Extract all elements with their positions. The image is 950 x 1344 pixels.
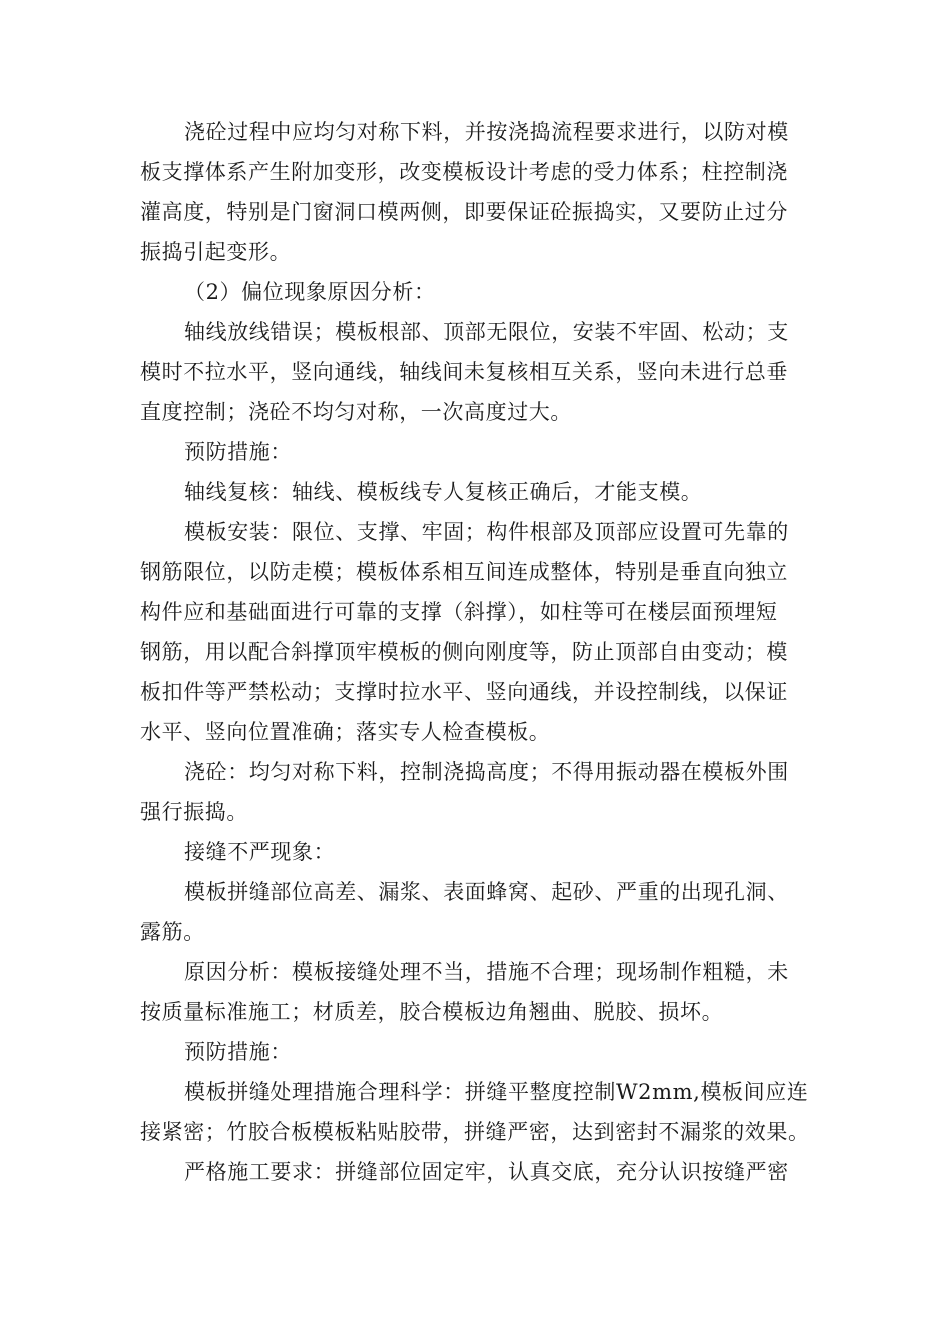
text-line: 严格施工要求：拼缝部位固定牢，认真交底，充分认识按缝严密 — [184, 1160, 789, 1184]
text-line: 轴线放线错误；模板根部、顶部无限位，安装不牢固、松动；支 — [184, 320, 789, 344]
text-line: 模时不拉水平，竖向通线，轴线间未复核相互关系，竖向未进行总垂 — [140, 360, 788, 384]
text-line: 露筋。 — [140, 920, 205, 944]
subheading: 接缝不严现象： — [184, 840, 336, 864]
text-line: 浇砼：均匀对称下料，控制浇捣高度；不得用振动器在模板外围 — [184, 760, 789, 784]
text-line: 板扣件等严禁松动；支撑时拉水平、竖向通线，并设控制线，以保证 — [140, 680, 788, 704]
text-line: 振捣引起变形。 — [140, 240, 292, 264]
text-line: 构件应和基础面进行可靠的支撑（斜撑），如柱等可在楼层面预埋短 — [140, 600, 778, 624]
subheading: 预防措施： — [184, 440, 292, 464]
text-line: 浇砼过程中应均匀对称下料，并按浇捣流程要求进行，以防对模 — [184, 120, 789, 144]
text-line: 模板拼缝部位高差、漏浆、表面蜂窝、起砂、严重的出现孔洞、 — [184, 880, 789, 904]
text-line: 原因分析：模板接缝处理不当，措施不合理；现场制作粗糙，未 — [184, 960, 789, 984]
text-line: 强行振捣。 — [140, 800, 248, 824]
text-line: 板支撑体系产生附加变形，改变模板设计考虑的受力体系；柱控制浇 — [140, 160, 788, 184]
text-line: 接紧密；竹胶合板模板粘贴胶带，拼缝严密，达到密封不漏浆的效果。 — [140, 1120, 810, 1144]
text-line: 按质量标准施工；材质差，胶合模板边角翘曲、脱胶、损坏。 — [140, 1000, 724, 1024]
text-line: 模板安装：限位、支撑、牢固；构件根部及顶部应设置可先靠的 — [184, 520, 789, 544]
text-line: 直度控制；浇砼不均匀对称，一次高度过大。 — [140, 400, 572, 424]
text-line: 水平、竖向位置准确；落实专人检查模板。 — [140, 720, 551, 744]
section-heading: （2）偏位现象原因分析： — [184, 280, 436, 304]
subheading: 预防措施： — [184, 1040, 292, 1064]
text-line: 钢筋限位，以防走模；模板体系相互间连成整体，特别是垂直向独立 — [140, 560, 788, 584]
text-line: 轴线复核：轴线、模板线专人复核正确后，才能支模。 — [184, 480, 703, 504]
text-line: 灌高度，特别是门窗洞口模两侧，即要保证砼振捣实，又要防止过分 — [140, 200, 788, 224]
text-line: 模板拼缝处理措施合理科学：拼缝平整度控制W2mm,模板间应连 — [184, 1080, 809, 1104]
text-line: 钢筋，用以配合斜撑顶牢模板的侧向刚度等，防止顶部自由变动；模 — [140, 640, 788, 664]
